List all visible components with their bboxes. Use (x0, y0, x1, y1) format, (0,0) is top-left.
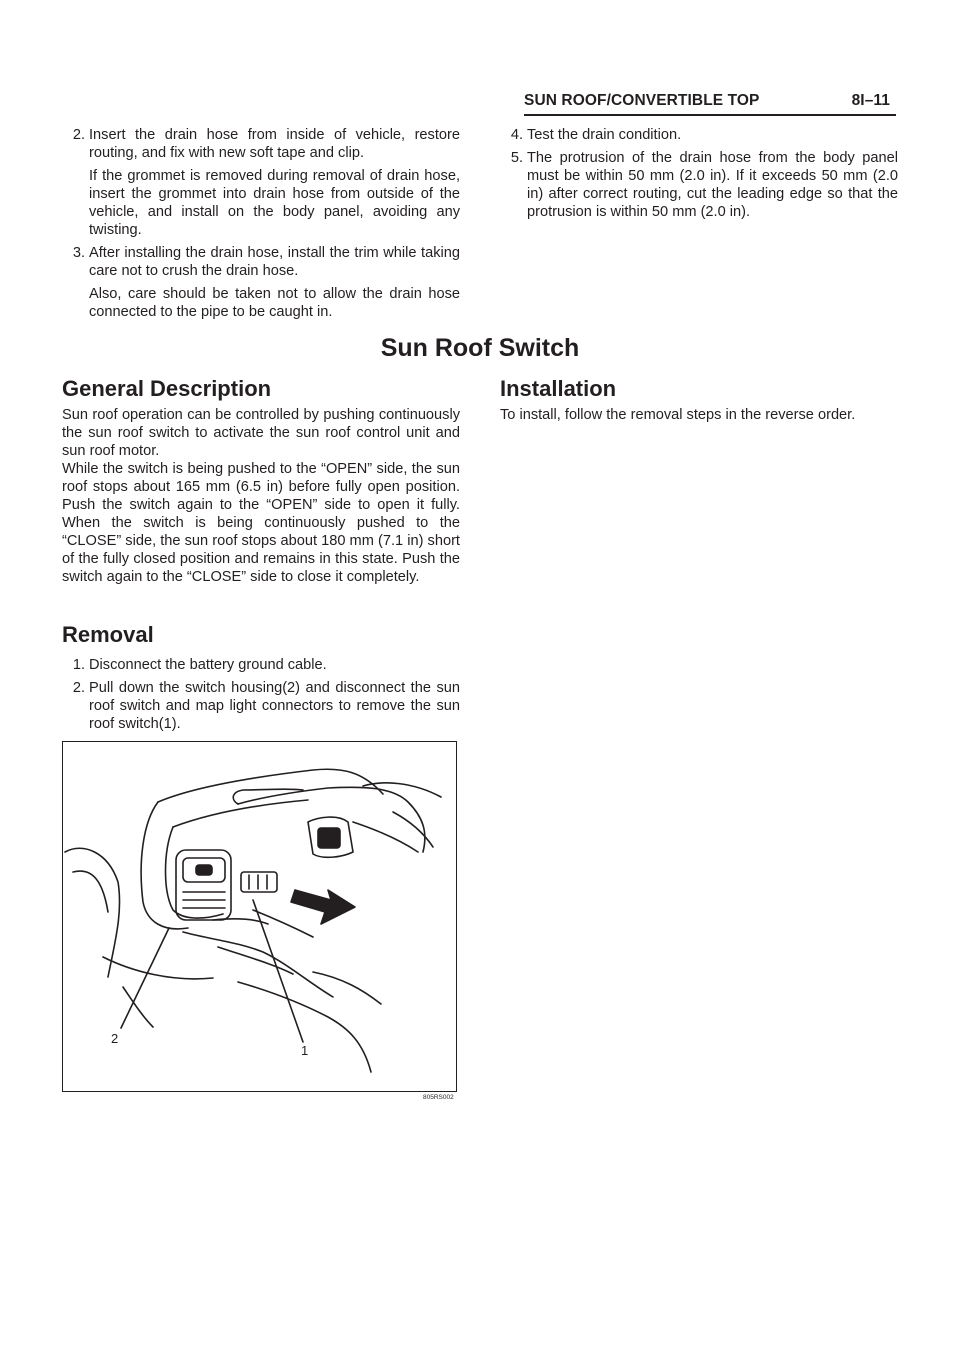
callout-label-1: 1 (301, 1043, 309, 1058)
removal-heading: Removal (62, 622, 154, 647)
step-text: The protrusion of the drain hose from the body panel must be within 50 mm (2.0 in). If it exceeds 50 mm (2.0 in) after correct routing, cut the leading edge so that the protrusion is within 50 mm (2.0 in). (527, 150, 898, 220)
step-text: Test the drain condition. (527, 127, 682, 143)
figure-code: 805RS002 (423, 1094, 454, 1101)
page-header (524, 90, 896, 116)
step-text: Pull down the switch housing(2) and disconnect the sun roof switch and map light connectors to remove the sun roof switch(1). (89, 680, 460, 732)
step-text: After installing the drain hose, install the trim while taking care not to crush the drain hose. (89, 245, 460, 279)
step-number: 1. (72, 657, 85, 673)
general-paragraph-2: While the switch is being pushed to the “OPEN” side, the sun roof stops about 165 mm (6.5 in) before fully open position. Push the switch again to the “OPEN” side to open it fully. When the switch is being continuously pushed to the “CLOSE” side, the sun roof stops about 180 mm (7.1 in) short of the fully closed position and remains in this state. Push the switch again to the “CLOSE” side to close it completely. (62, 461, 460, 585)
section-main-title: Sun Roof Switch (380, 334, 580, 362)
general-paragraph-1: Sun roof operation can be controlled by pushing continuously the sun roof switch to activate the sun roof control unit and sun roof motor. (62, 407, 460, 459)
step-number: 4. (510, 127, 523, 143)
step-5 (500, 149, 898, 221)
page-number: 8I–11 (851, 92, 890, 109)
removal-step-1 (62, 656, 460, 674)
step-3 (62, 244, 460, 280)
step-text: Disconnect the battery ground cable. (89, 657, 327, 673)
step-note: Also, care should be taken not to allow the drain hose connected to the pipe to be caught in. (89, 286, 460, 320)
sun-roof-switch-illustration (62, 741, 457, 1092)
step-number: 5. (510, 150, 523, 166)
illustration-drawing (63, 742, 456, 1091)
step-text: Insert the drain hose from inside of vehicle, restore routing, and fix with new soft tape and clip. (89, 127, 460, 161)
step-number: 2. (72, 680, 85, 696)
installation-text: To install, follow the removal steps in the reverse order. (500, 407, 856, 423)
top-left-steps (62, 126, 460, 321)
callout-label-2: 2 (111, 1031, 119, 1046)
step-2 (62, 126, 460, 162)
general-description-heading: General Description (62, 376, 272, 401)
installation-heading: Installation (500, 376, 617, 401)
general-description-body (62, 406, 460, 586)
step-4 (500, 126, 898, 144)
removal-steps (62, 656, 460, 733)
step-note: If the grommet is removed during removal of drain hose, insert the grommet into drain hose from outside of the vehicle, and install on the body panel, avoiding any twisting. (89, 168, 460, 238)
step-number: 2. (72, 127, 85, 143)
header-title: SUN ROOF/CONVERTIBLE TOP (524, 92, 760, 109)
removal-step-2 (62, 679, 460, 733)
step-number: 3. (72, 245, 85, 261)
top-right-steps (500, 126, 898, 221)
